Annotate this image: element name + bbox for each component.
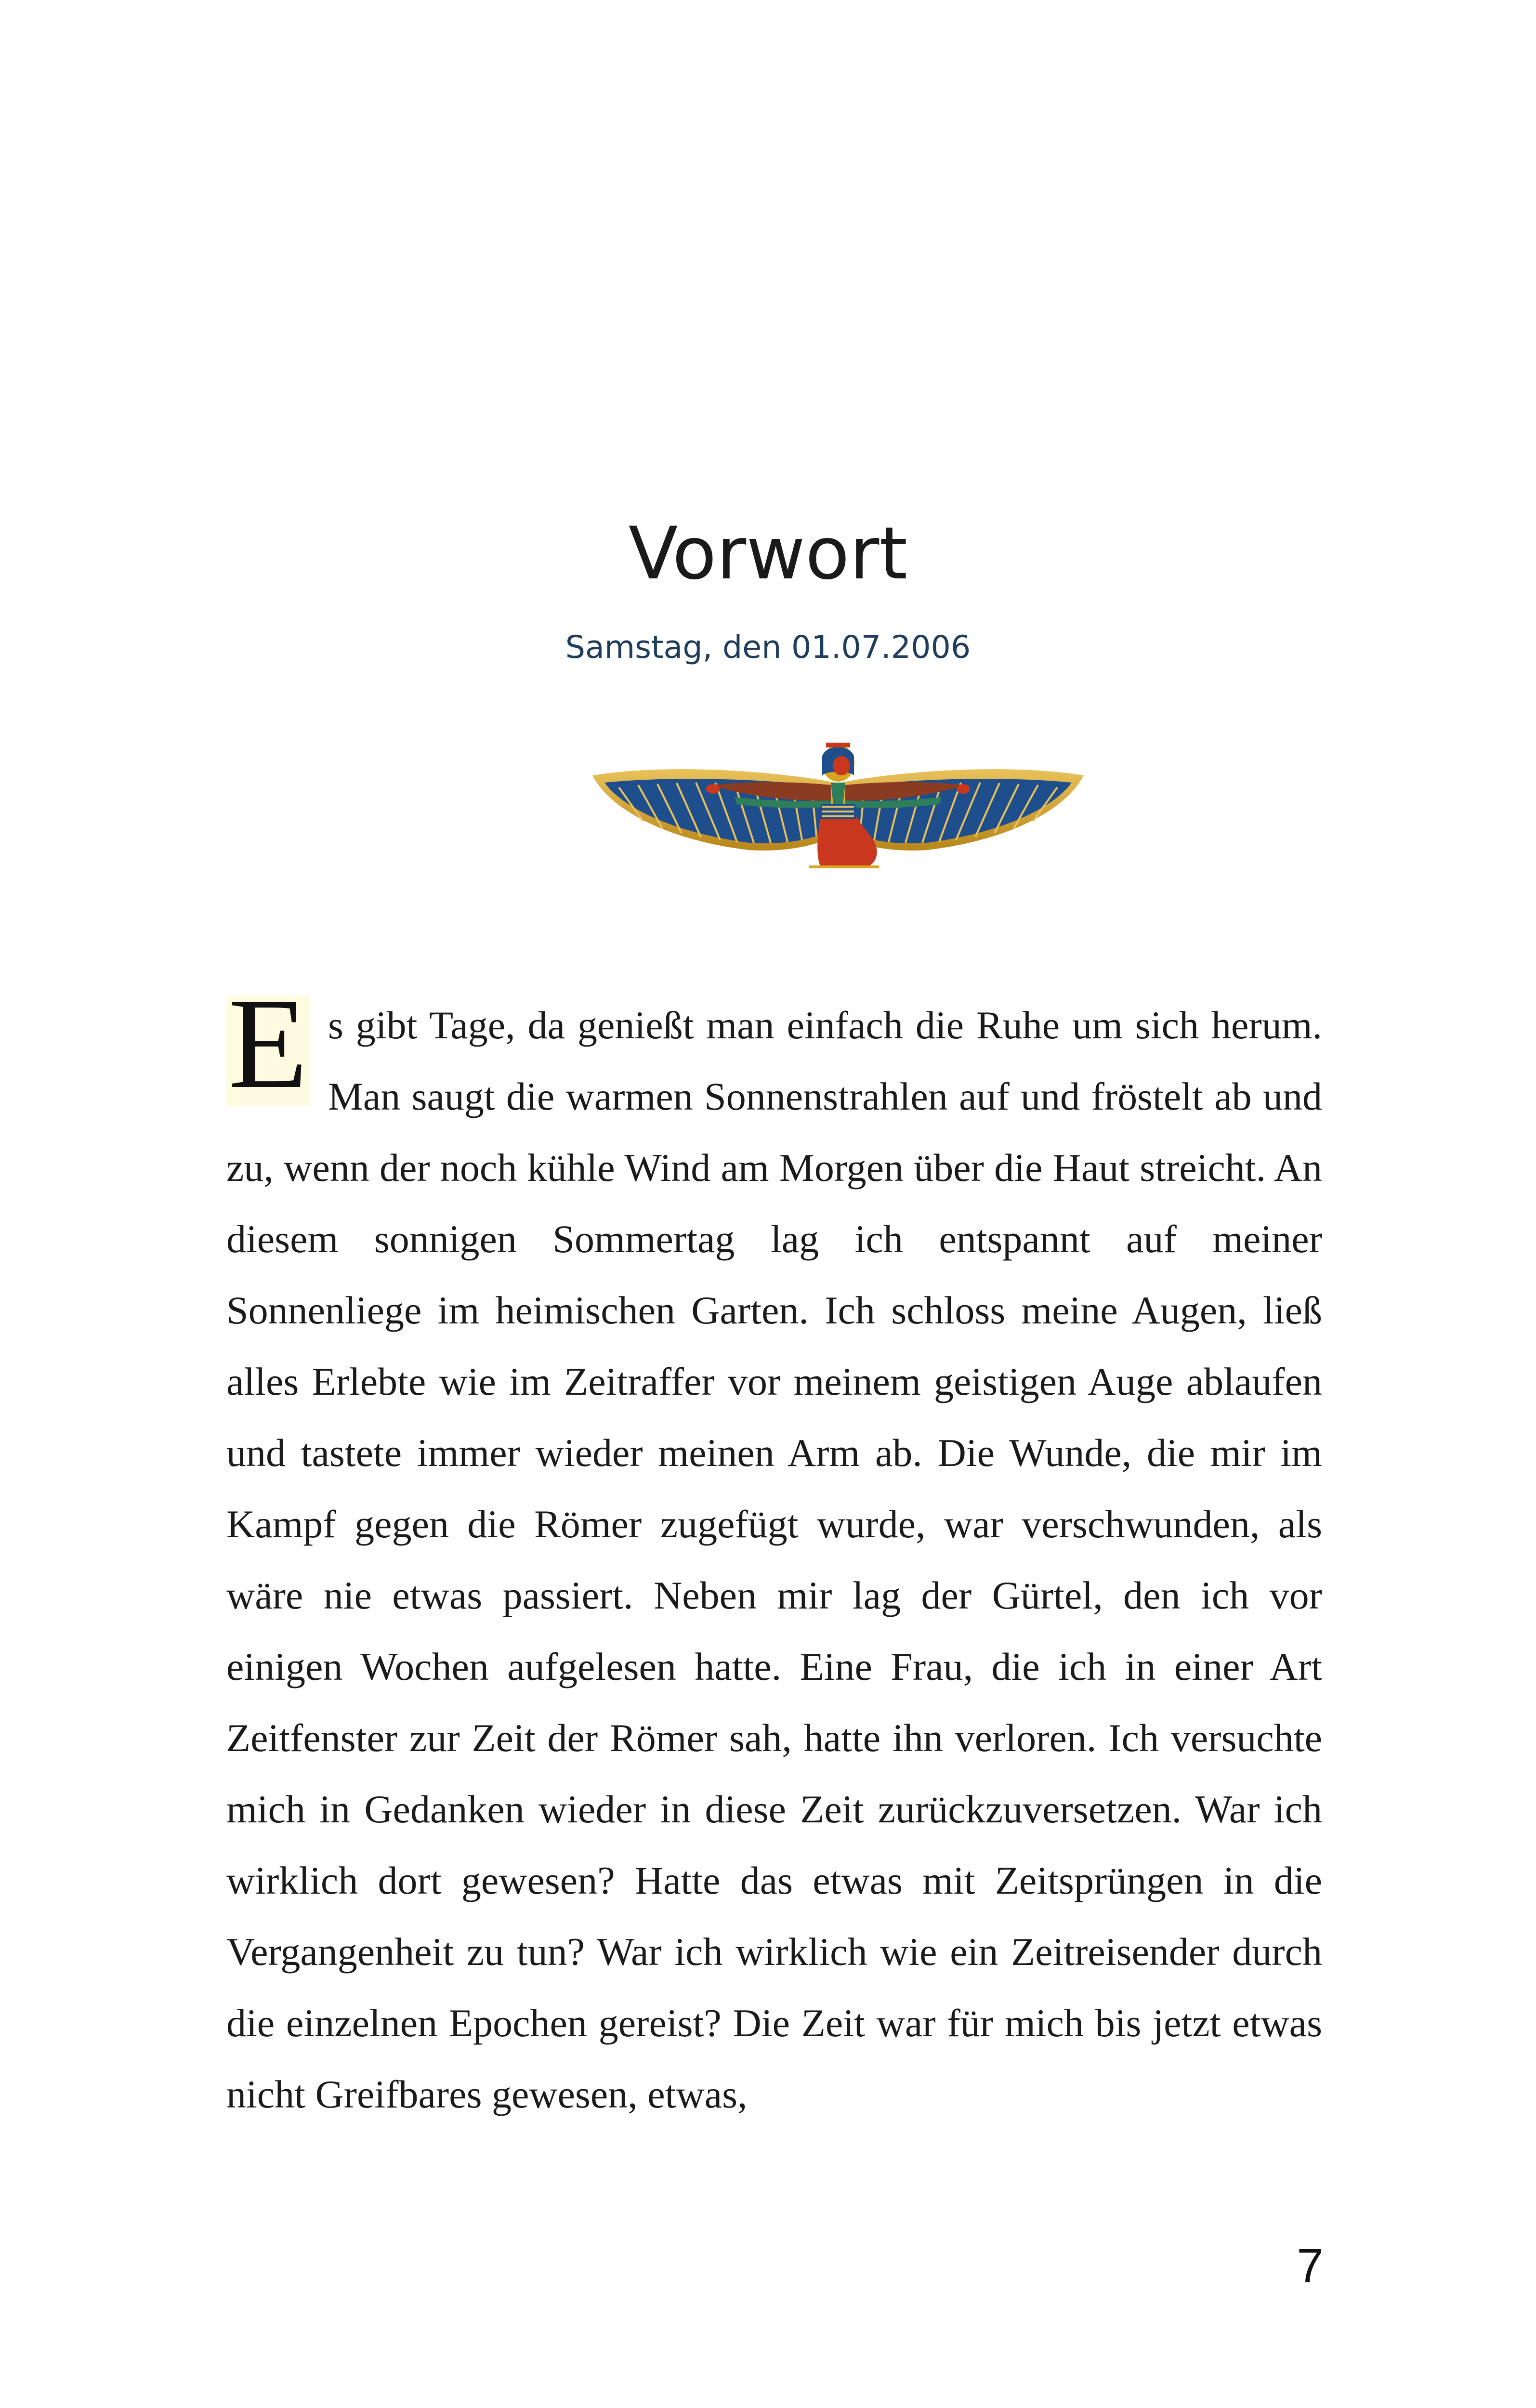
page-number: 7 xyxy=(1297,2239,1324,2293)
chapter-title: Vorwort xyxy=(628,512,908,596)
winged-goddess-icon xyxy=(590,737,1086,881)
body-paragraph xyxy=(226,971,1322,2130)
drop-cap: E xyxy=(226,995,310,1106)
body-paragraph-text: s gibt Tage, da genießt man einfach die Ruhe um sich herum. Man saugt die warmen Sonnenstrahlen auf und fröstelt ab und zu, wenn der noch kühle Wind am Morgen über die Haut streicht. An diesem sonnigen Sommertag lag ich entspannt auf meiner Sonnenliege im heimischen Garten. Ich schloss meine Augen, ließ alles Erlebte wie im Zeitraffer vor meinem geistigen Auge ablaufen und tastete immer wieder meinen Arm ab. Die Wunde, die mir im Kampf gegen die Römer zugefügt wurde, war verschwunden, als wäre nie etwas passiert. Neben mir lag der Gürtel, den ich vor einigen Wochen aufgelesen hatte. Eine Frau, die ich in einer Art Zeitfenster zur Zeit der Römer sah, hatte ihn verloren. Ich versuchte mich in Gedanken wieder in diese Zeit zurückzuversetzen. War ich wirklich dort gewesen? Hatte das etwas mit Zeitsprüngen in die Vergangenheit zu tun? War ich wirklich wie ein Zeitreisender durch die einzelnen Epochen gereist? Die Zeit war für mich bis jetzt etwas nicht Greifbares gewesen, etwas, xyxy=(226,1003,1322,2116)
chapter-date: Samstag, den 01.07.2006 xyxy=(565,629,971,666)
